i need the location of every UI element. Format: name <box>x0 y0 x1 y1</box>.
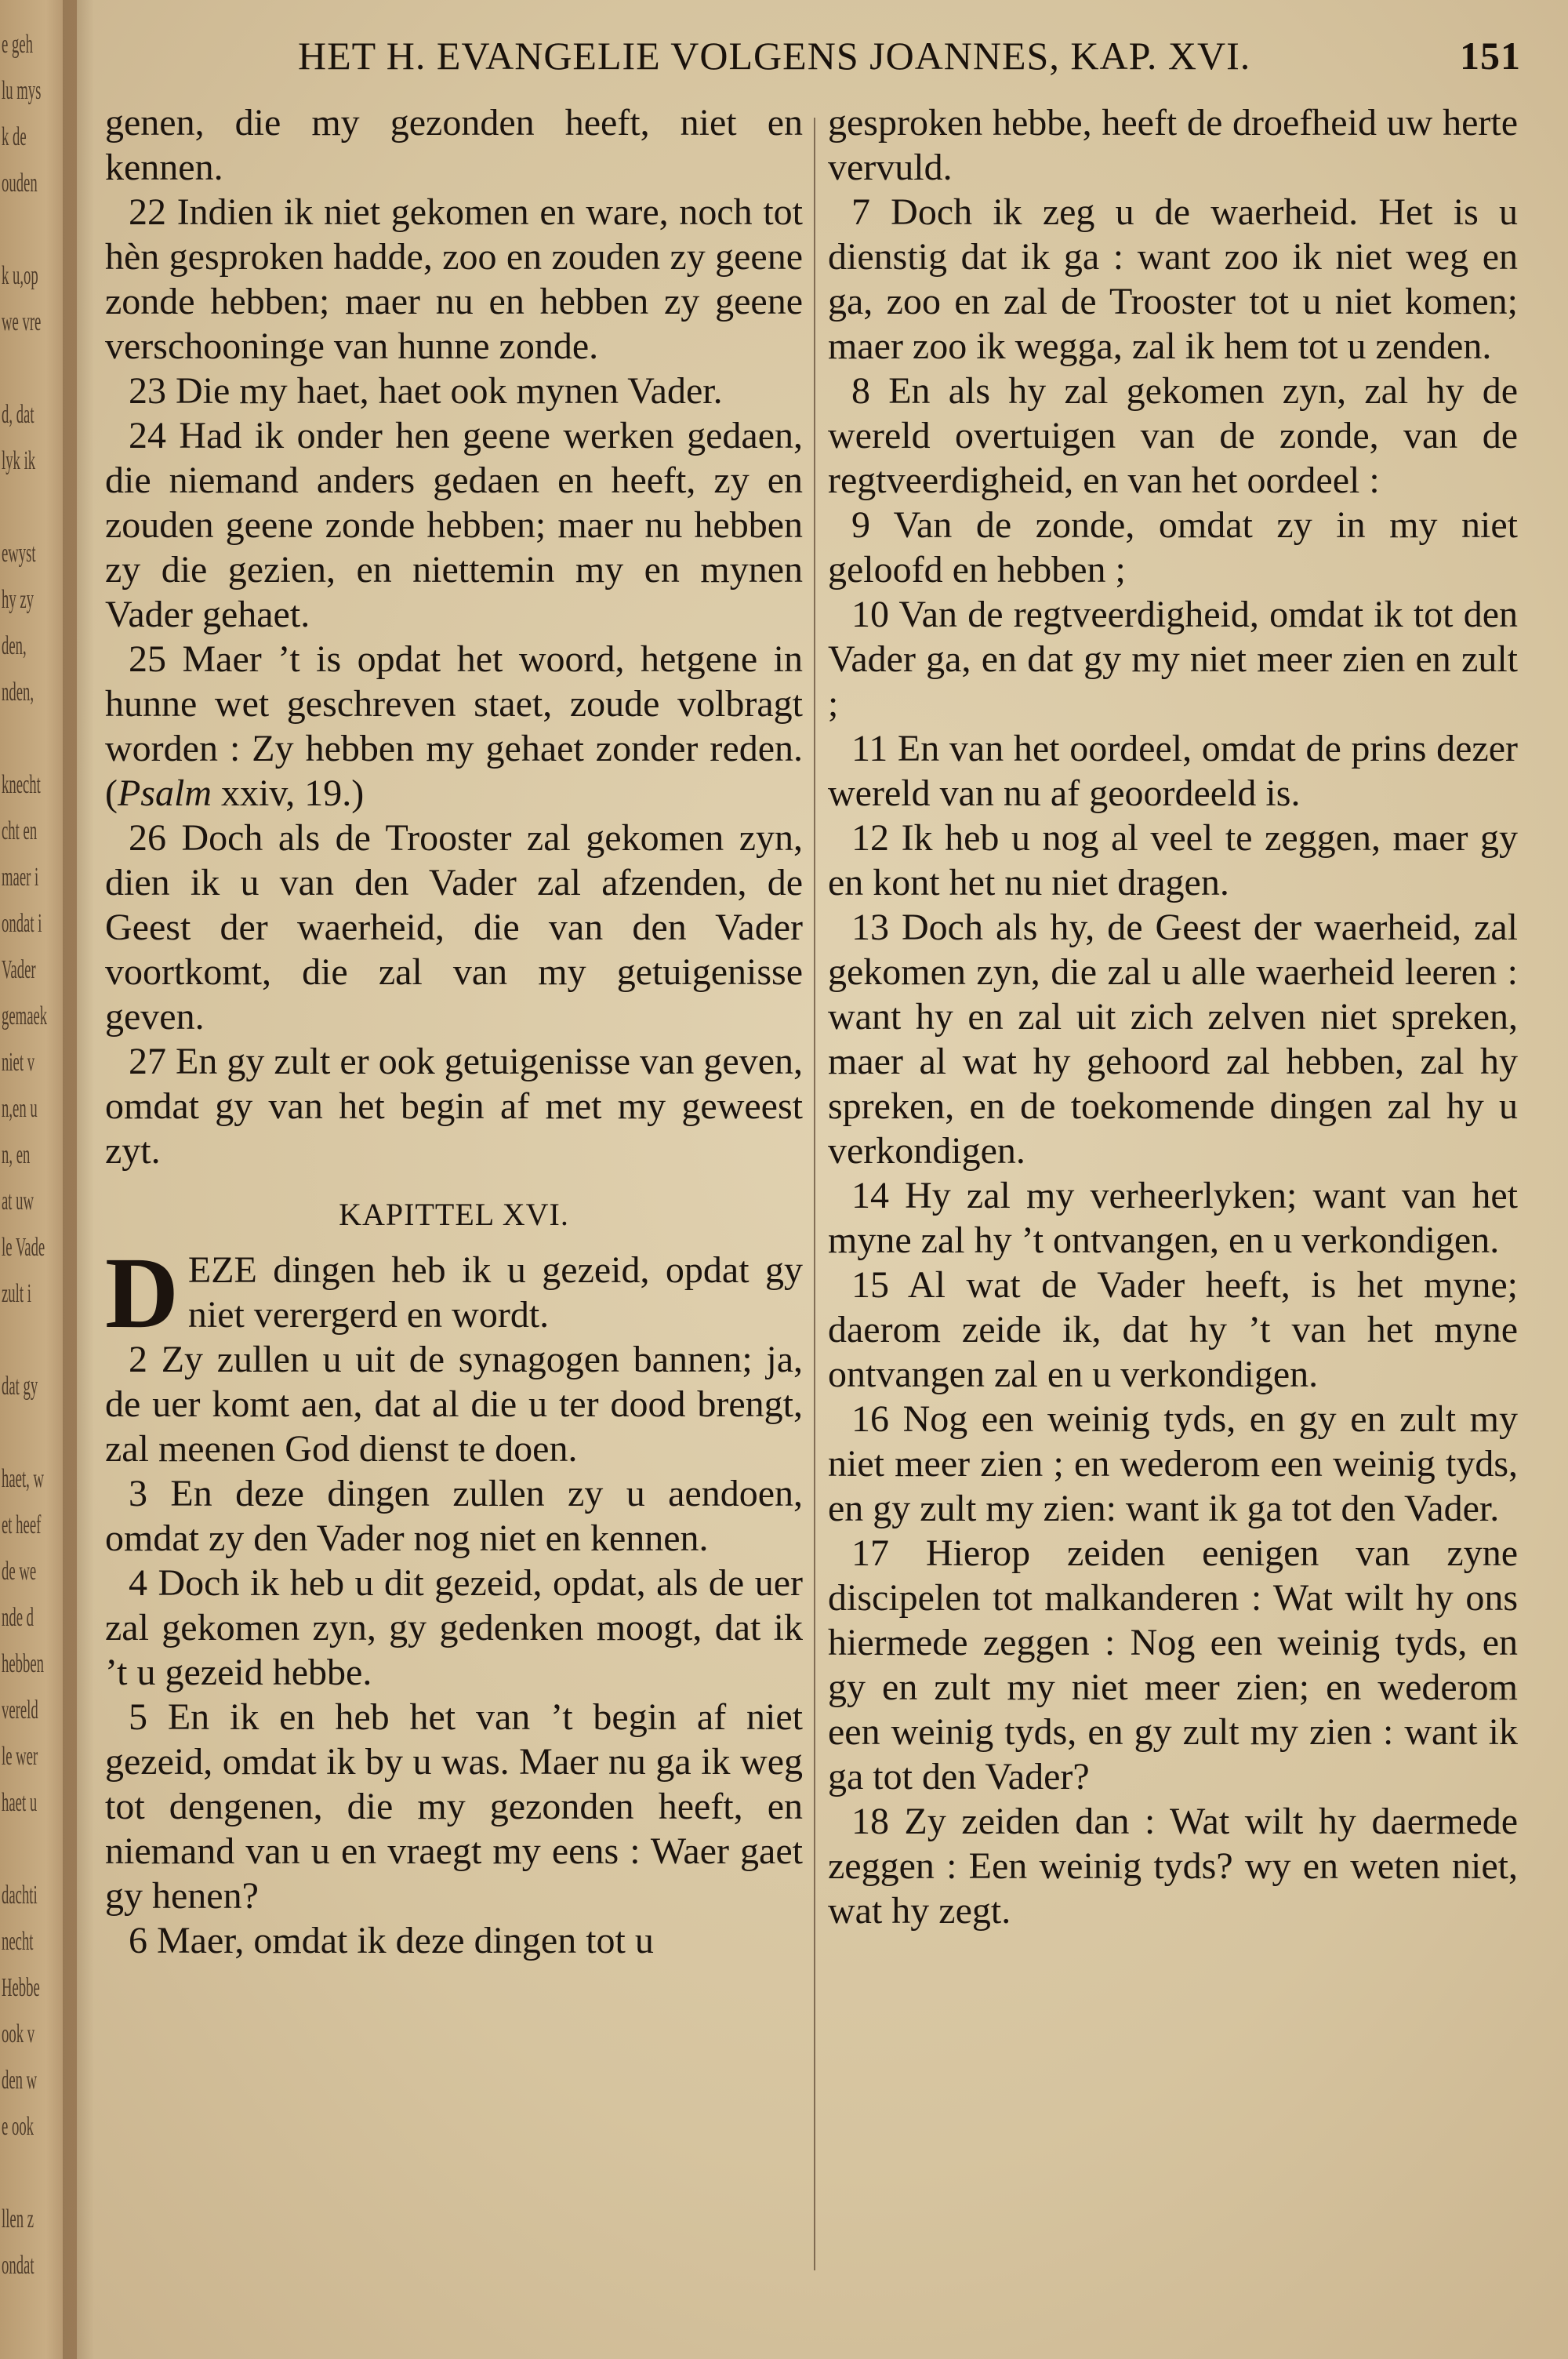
gutter-fragment: necht <box>2 1927 34 1956</box>
citation-book: Psalm <box>117 772 212 814</box>
gutter-fragment: gemaek <box>2 1001 48 1030</box>
gutter-fragment: zult i <box>2 1279 31 1308</box>
gutter-fragment: haet, w <box>2 1464 45 1493</box>
verse: 2 Zy zullen u uit de synagogen bannen; ja, de uer komt aen, dat al die u ter dood brengt, zal meenen God dienst te doen. <box>105 1339 803 1470</box>
gutter-fragment: hebben <box>2 1649 45 1678</box>
verse: 10 Van de regtveerdigheid, omdat ik tot den Vader ga, en dat gy my niet meer zien en zult ; <box>828 594 1518 725</box>
gutter-fragment: lu mys <box>2 76 42 105</box>
chapter-first-verse <box>105 1237 803 1350</box>
continued-text: gesproken hebbe, heeft de droefheid uw herte vervuld. <box>828 102 1518 188</box>
gutter-fragment: d, dat <box>2 400 34 429</box>
gutter-fragment: we vre <box>2 307 42 336</box>
binding-shadow <box>63 0 94 2359</box>
left-column <box>105 100 803 1963</box>
gutter-fragment: den w <box>2 2066 38 2095</box>
gutter-fragment: e ook <box>2 2112 34 2141</box>
gutter-fragment: maer i <box>2 863 39 892</box>
page-number: 151 <box>1460 34 1521 78</box>
gutter-fragment: dachti <box>2 1881 38 1910</box>
gutter-fragment: ondat i <box>2 909 42 938</box>
gutter-fragment: k de <box>2 122 27 151</box>
right-column <box>828 100 1518 1933</box>
gutter-fragment: ondat <box>2 2251 34 2280</box>
gutter-fragment: knecht <box>2 770 41 799</box>
verse: 26 Doch als de Trooster zal gekomen zyn, dien ik u van den Vader zal afzenden, de Geest der waerheid, die van den Vader voortkomt, die zal van my getuigenisse geven. <box>105 817 803 1038</box>
verse: 16 Nog een weinig tyds, en gy en zult my niet meer zien ; en wederom een weinig tyds, en gy zult my zien: want ik ga tot den Vader. <box>828 1398 1518 1529</box>
gutter-fragment: haet u <box>2 1788 38 1817</box>
gutter-fragment: nden, <box>2 678 34 707</box>
column-rule <box>814 118 815 2270</box>
verse: 24 Had ik onder hen geene werken gedaen, die niemand anders gedaen en heeft, zy en zouden geene zonde hebben; maer nu hebben zy die gezien, en niettemin my en mynen Vader gehaet. <box>105 415 803 635</box>
gutter-fragment: k u,op <box>2 261 38 290</box>
header-title: HET H. EVANGELIE VOLGENS JOANNES, KAP. XVI. <box>298 34 1251 78</box>
verse: 11 En van het oordeel, omdat de prins dezer wereld van nu af geoordeeld is. <box>828 728 1518 814</box>
left-verses-after-heading <box>105 1337 803 1963</box>
gutter-fragment: niet v <box>2 1048 35 1077</box>
verse: 4 Doch ik heb u dit gezeid, opdat, als de uer zal gekomen zyn, gy gedenken moogt, dat ik ’t u gezeid hebbe. <box>105 1562 803 1693</box>
verse: 8 En als hy zal gekomen zyn, zal hy de wereld overtuigen van de zonde, van de regtveerdigheid, en van het oordeel : <box>828 370 1518 501</box>
gutter-fragment: Vader <box>2 955 36 984</box>
left-verses-continued <box>105 816 803 1173</box>
verse-25 <box>105 637 803 816</box>
gutter-fragment: vereld <box>2 1696 38 1725</box>
chapter-heading: KAPITTEL XVI. <box>339 1197 569 1232</box>
verse: 23 Die my haet, haet ook mynen Vader. <box>129 370 723 412</box>
verse: 9 Van de zonde, omdat zy in my niet geloofd en hebben ; <box>828 504 1518 591</box>
left-verses <box>105 100 803 637</box>
drop-cap: D <box>105 1237 179 1350</box>
verse: 18 Zy zeiden dan : Wat wilt hy daermede zeggen : Een weinig tyds? wy en weten niet, wat hy zegt. <box>828 1801 1518 1932</box>
verse: 6 Maer, omdat ik deze dingen tot u <box>129 1920 654 1961</box>
verse: 14 Hy zal my verheerlyken; want van het myne zal hy ’t ontvangen, en u verkondigen. <box>828 1175 1518 1261</box>
gutter-fragment: lyk ik <box>2 446 36 475</box>
verse: 17 Hierop zeiden eenigen van zyne discipelen tot malkanderen : Wat wilt hy ons hiermede zeggen : Nog een weinig tyds, en gy en zult my niet meer zien; en wederom een weinig tyds, en gy zult my zien : want ik ga tot den Vader? <box>828 1532 1518 1797</box>
gutter-fragment: Hebbe <box>2 1973 40 2002</box>
gutter-fragment: n,en u <box>2 1094 38 1123</box>
gutter-fragment: le wer <box>2 1742 38 1771</box>
gutter-fragment: de we <box>2 1557 37 1586</box>
gutter-fragment: cht en <box>2 816 38 845</box>
verse: 3 En deze dingen zullen zy u aendoen, omdat zy den Vader nog niet en kennen. <box>105 1473 803 1559</box>
gutter-fragment: le Vade <box>2 1233 45 1262</box>
gutter-fragment: at uw <box>2 1187 34 1216</box>
right-verses <box>828 100 1518 1933</box>
verse-text: 25 Maer ’t is opdat het woord, hetgene in hunne wet geschreven staet, zoude volbragt worden : Zy hebben my gehaet zonder reden. <box>105 638 803 769</box>
gutter-fragment: ook v <box>2 2019 35 2048</box>
first-verse-text: dingen heb ik u gezeid, opdat gy niet verergerd en wordt. <box>187 1249 803 1336</box>
gutter-fragment: dat gy <box>2 1372 38 1401</box>
verse: 12 Ik heb u nog al veel te zeggen, maer gy en kont het nu niet dragen. <box>828 817 1518 903</box>
gutter-fragment: den, <box>2 631 27 660</box>
verse: 13 Doch als hy, de Geest der waerheid, zal gekomen zyn, die zal u alle waerheid leeren : want hy en zal uit zich zelven niet spreken, maer al wat hy gehoord zal hebben, zal hy spreken, en de toekomende dingen zal hy u verkondigen. <box>828 907 1518 1172</box>
continued-text: genen, die my gezonden heeft, niet en kennen. <box>105 102 803 188</box>
drop-cap-word: EZE <box>187 1249 257 1291</box>
gutter-fragment: nde d <box>2 1603 34 1632</box>
verse: 22 Indien ik niet gekomen en ware, noch tot hèn gesproken hadde, zoo en zouden zy geene zonde hebben; maer nu en hebben zy geene verschooninge van hunne zonde. <box>105 191 803 367</box>
gutter-fragment: ouden <box>2 169 38 198</box>
verse: 15 Al wat de Vader heeft, is het myne; daerom zeide ik, dat hy ’t van het myne ontvangen zal en u verkondigen. <box>828 1264 1518 1395</box>
verse: 27 En gy zult er ook getuigenisse van geven, omdat gy van het begin af met my geweest zyt. <box>105 1041 803 1172</box>
verse: 5 En ik en heb het van ’t begin af niet gezeid, omdat ik by u was. Maer nu ga ik weg tot dengenen, die my gezonden heeft, en niemand van u en vraegt my eens : Waer gaet gy henen? <box>105 1696 803 1917</box>
gutter-fragment: llen z <box>2 2205 34 2234</box>
gutter-fragment: ewyst <box>2 539 36 568</box>
citation-open: ( <box>105 772 118 814</box>
gutter-fragment: n, en <box>2 1140 31 1169</box>
gutter-fragment: et heef <box>2 1510 42 1539</box>
running-header <box>298 33 1521 80</box>
gutter-fragment: hy zy <box>2 585 34 614</box>
citation-ref: xxiv, 19.) <box>211 772 365 814</box>
gutter-fragment: e geh <box>2 30 33 59</box>
verse: 7 Doch ik zeg u de waerheid. Het is u dienstig dat ik ga : want zoo ik niet weg en ga, zoo en zal de Trooster tot u niet komen; maer zoo ik wegga, zal ik hem tot u zenden. <box>828 191 1518 367</box>
